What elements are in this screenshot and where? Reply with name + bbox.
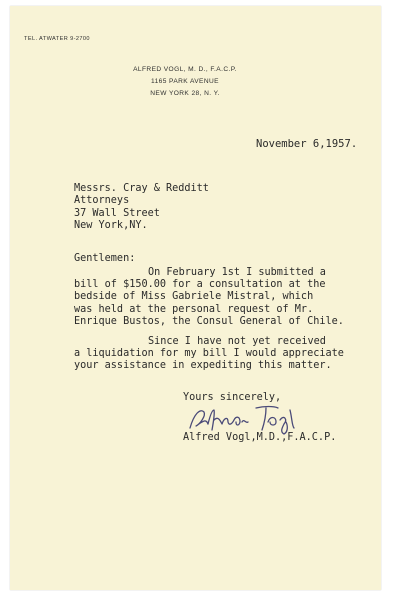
closing: Yours sincerely, <box>183 392 282 403</box>
recipient-line: New York,NY. <box>74 220 148 232</box>
letterhead-street: 1165 PARK AVENUE <box>151 78 219 85</box>
paragraph-line: bedside of Miss Gabriele Mistral, which <box>74 291 314 303</box>
body-paragraph-1 <box>74 267 344 328</box>
letter-date: November 6,1957. <box>256 138 358 150</box>
body-paragraph-2 <box>74 336 344 373</box>
paragraph-line: your assistance in expediting this matter. <box>74 360 332 372</box>
paragraph-line: Since I have not yet received <box>148 336 326 347</box>
recipient-line: 37 Wall Street <box>74 207 160 219</box>
recipient-line: Attorneys <box>74 195 130 207</box>
signature-name: Alfred Vogl,M.D.,F.A.C.P. <box>183 432 337 443</box>
letterhead-name: ALFRED VOGL, M. D., F.A.C.P. <box>133 66 237 73</box>
salutation: Gentlemen: <box>74 253 136 264</box>
recipient-line: Messrs. Cray & Redditt <box>74 183 209 194</box>
letter-page <box>10 6 381 590</box>
letterhead-city: NEW YORK 28, N. Y. <box>150 90 220 97</box>
handwritten-signature <box>184 402 304 436</box>
paragraph-line: bill of $150.00 for a consultation at the <box>74 279 326 291</box>
paragraph-line: On February 1st I submitted a <box>148 267 326 278</box>
letterhead-telephone: TEL. ATWATER 9-2700 <box>24 36 90 42</box>
paragraph-line: was held at the personal request of Mr. <box>74 303 314 315</box>
recipient-address <box>74 183 209 233</box>
paragraph-line: a liquidation for my bill I would appreciate <box>74 348 344 360</box>
paragraph-line: Enrique Bustos, the Consul General of Chile. <box>74 315 344 327</box>
letterhead <box>105 64 265 100</box>
